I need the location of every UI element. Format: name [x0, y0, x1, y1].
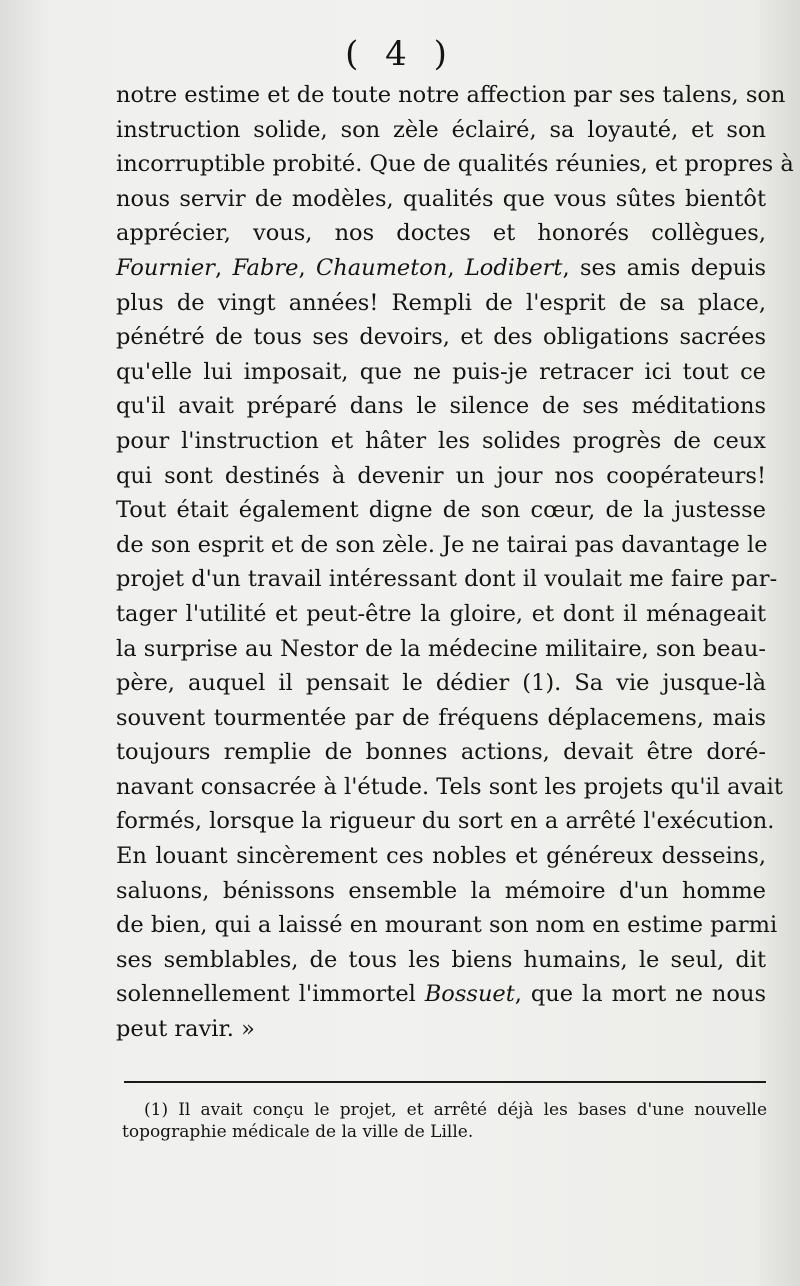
text-line [116, 977, 766, 1012]
text-run: En louant sincèrement ces nobles et généreux desseins, [116, 843, 766, 870]
text-line [116, 1012, 766, 1047]
text-line [116, 424, 766, 459]
text-run: apprécier, vous, nos doctes et honorés collègues, [116, 220, 766, 247]
italic-name: Fabre [232, 254, 299, 281]
text-run: formés, lorsque la rigueur du sort en a arrêté l'exécution. [116, 808, 775, 835]
text-line [116, 320, 766, 355]
text-line [116, 216, 766, 251]
text-run: père, auquel il pensait le dédier (1). Sa vie jusque-là [116, 670, 766, 697]
text-line [116, 182, 766, 217]
text-run: de son esprit et de son zèle. Je ne tairai pas davantage le [116, 531, 768, 558]
text-run: plus de vingt années! Rempli de l'esprit de sa place, [116, 289, 766, 316]
text-line [116, 459, 766, 494]
text-line [116, 943, 766, 978]
text-line [116, 78, 786, 113]
footnote-separator [124, 1081, 766, 1083]
text-run: nous servir de modèles, qualités que vous sûtes bientôt [116, 185, 766, 212]
text-line [116, 632, 766, 667]
italic-name: Lodibert [464, 254, 563, 281]
text-line [116, 839, 766, 874]
text-run: qu'elle lui imposait, que ne puis-je retracer ici tout ce [116, 358, 766, 385]
text-line [116, 251, 766, 286]
text-run: incorruptible probité. Que de qualités réunies, et propres à [116, 151, 794, 178]
text-line [116, 355, 766, 390]
text-run: navant consacrée à l'étude. Tels sont les projets qu'il avait [116, 773, 783, 800]
text-line [116, 908, 778, 943]
text-run: toujours remplie de bonnes actions, devait être doré- [116, 739, 766, 766]
text-line [116, 562, 778, 597]
page-number: ( 4 ) [345, 34, 455, 74]
text-run: instruction solide, son zèle éclairé, sa loyauté, et son [116, 116, 766, 143]
text-run: , [447, 254, 465, 281]
text-run: saluons, bénissons ensemble la mémoire d'un homme [116, 877, 766, 904]
text-line [116, 113, 766, 148]
text-run: , [298, 254, 316, 281]
text-run: souvent tourmentée par de fréquens déplacemens, mais [116, 704, 766, 731]
text-line [116, 874, 766, 909]
italic-name: Fournier [116, 254, 215, 281]
text-line [116, 389, 766, 424]
text-run: Tout était également digne de son cœur, de la justesse [116, 497, 766, 524]
text-run: solennellement l'immortel [116, 981, 425, 1008]
italic-name: Chaumeton [315, 254, 448, 281]
text-run: ses semblables, de tous les biens humains, le seul, dit [116, 946, 766, 973]
text-line [116, 735, 766, 770]
text-line [116, 666, 766, 701]
text-run: pénétré de tous ses devoirs, et des obligations sacrées [116, 324, 766, 351]
main-text [116, 78, 794, 1047]
text-run: peut ravir. » [116, 1016, 255, 1043]
footnote-line: (1) Il avait conçu le projet, et arrêté déjà les bases d'une nouvelle [144, 1100, 767, 1120]
footnote [122, 1099, 767, 1143]
text-run: notre estime et de toute notre affection par ses talens, son [116, 82, 786, 108]
text-run: la surprise au Nestor de la médecine militaire, son beau- [116, 635, 766, 662]
text-line [116, 804, 775, 839]
text-run: qu'il avait préparé dans le silence de ses méditations [116, 393, 766, 420]
text-run: projet d'un travail intéressant dont il voulait me faire par- [116, 566, 778, 593]
text-line [116, 770, 783, 805]
text-run: qui sont destinés à devenir un jour nos coopérateurs! [116, 462, 766, 489]
text-line [116, 147, 794, 182]
text-run: , ses amis depuis [562, 254, 766, 281]
text-run: , que la mort ne nous [514, 981, 766, 1008]
italic-name: Bossuet [424, 981, 515, 1008]
text-run: pour l'instruction et hâter les solides progrès de ceux [116, 427, 766, 454]
text-run: tager l'utilité et peut-être la gloire, et dont il ménageait [116, 600, 766, 627]
text-line [116, 701, 766, 736]
text-line [116, 493, 766, 528]
text-line [116, 528, 766, 563]
footnote-line: topographie médicale de la ville de Lille. [122, 1122, 474, 1142]
text-line [116, 286, 766, 321]
text-run: , [214, 254, 233, 281]
text-run: de bien, qui a laissé en mourant son nom en estime parmi [116, 912, 778, 939]
text-line [116, 597, 766, 632]
